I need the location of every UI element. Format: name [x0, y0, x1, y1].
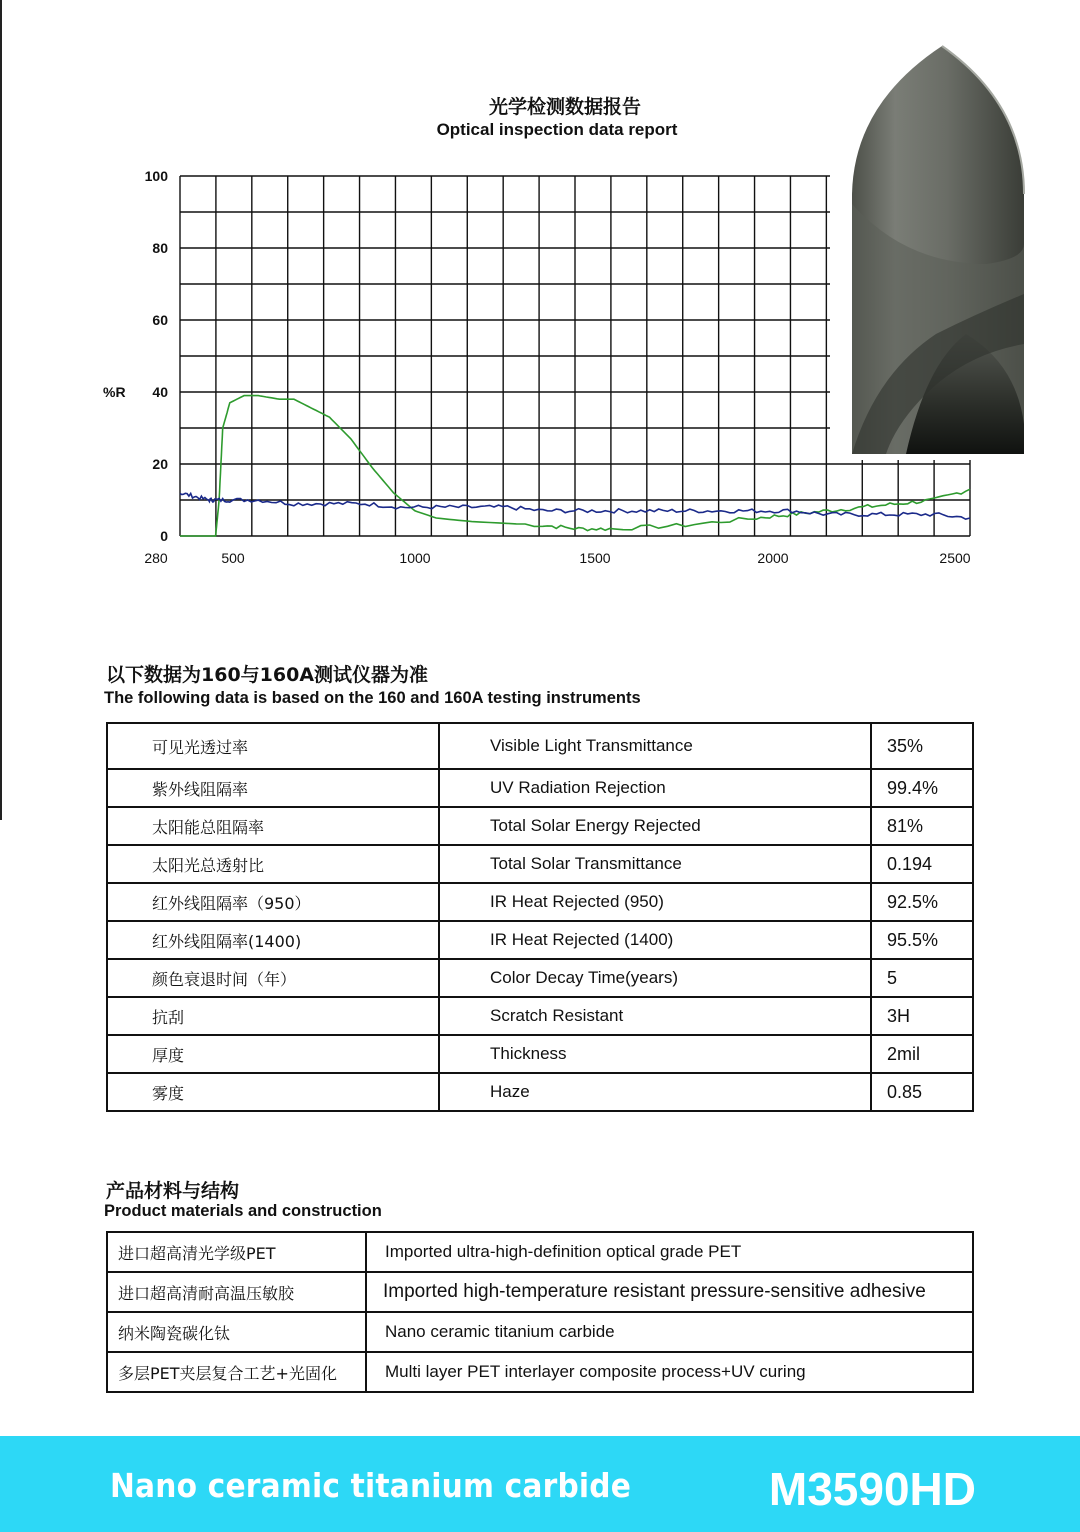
spec-value: 81%	[871, 807, 973, 845]
spec-label-cn: 颜色衰退时间（年）	[107, 959, 439, 997]
spec-row	[107, 959, 973, 997]
materials-table	[106, 1231, 974, 1393]
material-label-cn: 进口超高清耐高温压敏胶	[107, 1272, 366, 1312]
material-label-en: Nano ceramic titanium carbide	[366, 1312, 973, 1352]
spec-row	[107, 997, 973, 1035]
spec-value: 95.5%	[871, 921, 973, 959]
spec-label-cn: 红外线阻隔率（950）	[107, 883, 439, 921]
spec-label-cn: 可见光透过率	[107, 723, 439, 769]
material-label-cn: 多层PET夹层复合工艺+光固化	[107, 1352, 366, 1392]
spec-value: 92.5%	[871, 883, 973, 921]
chart-y-tick-label: 0	[160, 528, 168, 544]
spec-label-cn: 抗刮	[107, 997, 439, 1035]
spec-row	[107, 1073, 973, 1111]
specs-title-en: The following data is based on the 160 and 160A testing instruments	[104, 689, 641, 707]
spec-row	[107, 807, 973, 845]
spec-label-cn: 红外线阻隔率(1400)	[107, 921, 439, 959]
spec-label-cn: 厚度	[107, 1035, 439, 1073]
spec-row	[107, 769, 973, 807]
material-label-en: Multi layer PET interlayer composite process+UV curing	[366, 1352, 973, 1392]
spec-row	[107, 845, 973, 883]
material-label-cn: 纳米陶瓷碳化钛	[107, 1312, 366, 1352]
spec-row	[107, 723, 973, 769]
spec-label-cn: 紫外线阻隔率	[107, 769, 439, 807]
spec-value: 5	[871, 959, 973, 997]
chart-x-tick-label: 280	[144, 550, 168, 566]
spec-value: 2mil	[871, 1035, 973, 1073]
footer-model: M3590HD	[768, 1463, 976, 1515]
spec-value: 0.194	[871, 845, 973, 883]
material-label-cn: 进口超高清光学级PET	[107, 1232, 366, 1272]
materials-title-cn: 产品材料与结构	[106, 1180, 240, 1202]
spec-label-cn: 太阳光总透射比	[107, 845, 439, 883]
specs-title-cn: 以下数据为160与160A测试仪器为准	[106, 664, 429, 686]
spec-label-en: Scratch Resistant	[439, 997, 871, 1035]
material-label-en: Imported ultra-high-definition optical grade PET	[366, 1232, 973, 1272]
spec-label-en: UV Radiation Rejection	[439, 769, 871, 807]
materials-title-en: Product materials and construction	[104, 1202, 382, 1220]
spec-label-en: IR Heat Rejected (1400)	[439, 921, 871, 959]
spec-table	[106, 722, 974, 1112]
chart-y-tick-label: 100	[144, 168, 168, 184]
chart-x-tick-label: 1000	[399, 550, 431, 566]
material-row	[107, 1272, 973, 1312]
spec-row	[107, 1035, 973, 1073]
spec-label-en: Color Decay Time(years)	[439, 959, 871, 997]
report-title-cn: 光学检测数据报告	[488, 96, 641, 118]
chart-y-tick-label: 20	[152, 456, 168, 472]
material-row	[107, 1312, 973, 1352]
spec-label-en: Visible Light Transmittance	[439, 723, 871, 769]
chart-y-tick-label: 60	[152, 312, 168, 328]
spec-label-en: Total Solar Transmittance	[439, 845, 871, 883]
footer-tagline: Nano ceramic titanium carbide	[110, 1466, 632, 1505]
spec-value: 99.4%	[871, 769, 973, 807]
spec-row	[107, 883, 973, 921]
spec-label-en: Haze	[439, 1073, 871, 1111]
spec-value: 35%	[871, 723, 973, 769]
material-row	[107, 1232, 973, 1272]
chart-x-tick-label: 2000	[757, 550, 789, 566]
chart-y-tick-label: 40	[152, 384, 168, 400]
chart-x-tick-label: 500	[221, 550, 245, 566]
spec-row	[107, 921, 973, 959]
material-label-en: Imported high-temperature resistant pressure-sensitive adhesive	[366, 1272, 973, 1312]
spec-label-cn: 太阳能总阻隔率	[107, 807, 439, 845]
material-row	[107, 1352, 973, 1392]
spec-label-en: Thickness	[439, 1035, 871, 1073]
spec-label-en: Total Solar Energy Rejected	[439, 807, 871, 845]
chart-y-tick-label: 80	[152, 240, 168, 256]
spec-value: 0.85	[871, 1073, 973, 1111]
report-title-en: Optical inspection data report	[436, 120, 678, 139]
window-film-roll-image	[846, 44, 1028, 456]
chart-x-tick-label: 2500	[939, 550, 971, 566]
spec-value: 3H	[871, 997, 973, 1035]
chart-x-tick-label: 1500	[579, 550, 611, 566]
chart-y-axis-label: %R	[103, 384, 126, 400]
footer-band	[0, 1436, 1080, 1532]
spec-label-cn: 雾度	[107, 1073, 439, 1111]
spec-label-en: IR Heat Rejected (950)	[439, 883, 871, 921]
chart-labels	[103, 168, 971, 566]
